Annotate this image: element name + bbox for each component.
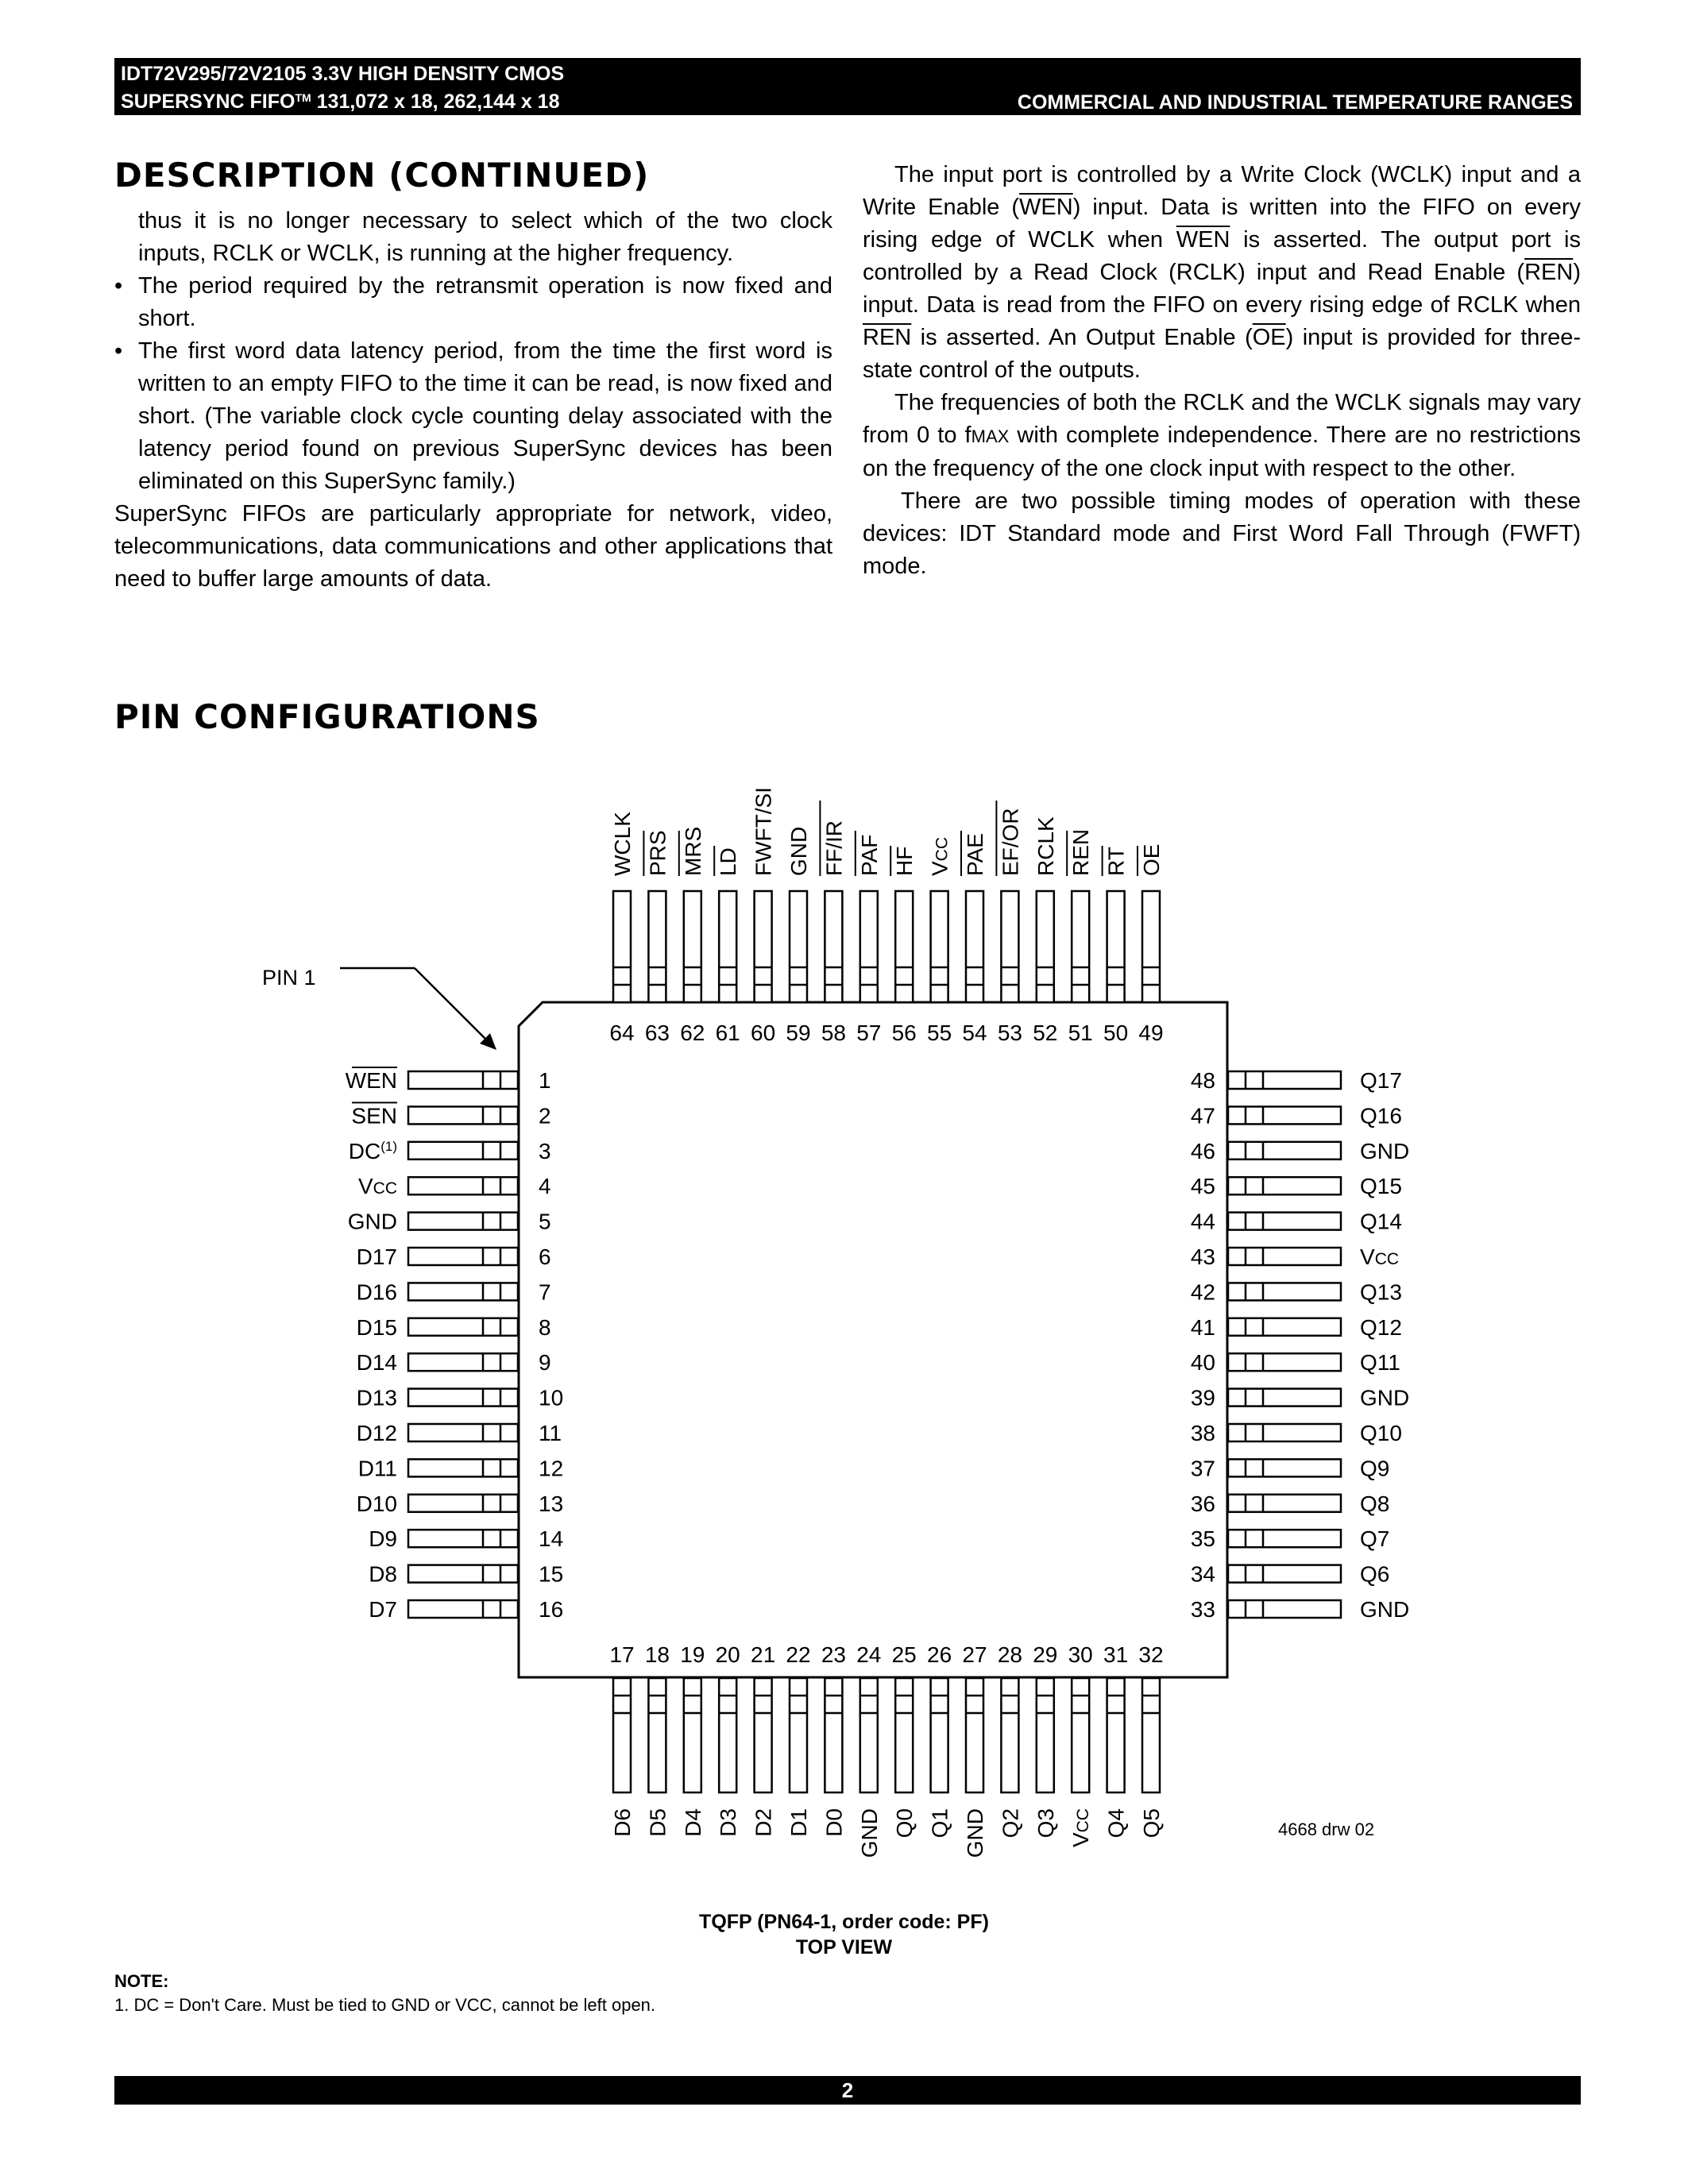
pin-lead-left-11 bbox=[408, 1424, 518, 1441]
pin-number-left-10: 10 bbox=[539, 1385, 564, 1410]
pin-number-left-14: 14 bbox=[539, 1526, 564, 1552]
pin-lead-right-9 bbox=[1228, 1353, 1341, 1371]
pin-number-right-2: 47 bbox=[1190, 1103, 1215, 1129]
signal-ren: $\overline{REN}$ bbox=[1524, 260, 1574, 285]
drawing-id: 4668 drw 02 bbox=[1278, 1819, 1375, 1839]
pin-label-top-4: LD bbox=[716, 847, 741, 876]
pin-number-right-9: 40 bbox=[1190, 1350, 1215, 1376]
pin-lead-right-8 bbox=[1228, 1318, 1341, 1336]
pin-label-bottom-6: D1 bbox=[786, 1808, 811, 1837]
pin-lead-bottom-7 bbox=[825, 1678, 842, 1792]
pin-label-top-14: REN bbox=[1068, 828, 1094, 876]
pin-number-top-11: 54 bbox=[962, 1021, 987, 1045]
pin-label-bottom-11: GND bbox=[963, 1808, 987, 1858]
pin-label-top-3: MRS bbox=[680, 826, 705, 876]
pin-label-left-14: D9 bbox=[369, 1526, 397, 1552]
pin-lead-left-7 bbox=[408, 1283, 518, 1300]
pin-label-left-4: VCC bbox=[357, 1174, 397, 1199]
pin-number-right-8: 41 bbox=[1190, 1314, 1215, 1340]
pin-number-bottom-1: 17 bbox=[609, 1642, 635, 1667]
pin-lead-top-8 bbox=[860, 891, 878, 1002]
pin-label-right-16: GND bbox=[1360, 1597, 1410, 1622]
pin-number-right-7: 42 bbox=[1190, 1279, 1215, 1305]
pin-label-right-13: Q8 bbox=[1360, 1491, 1390, 1516]
pin-number-top-5: 60 bbox=[751, 1021, 776, 1045]
pin-lead-bottom-12 bbox=[1001, 1678, 1018, 1792]
pin-number-bottom-12: 28 bbox=[997, 1642, 1022, 1667]
pin-lead-bottom-6 bbox=[790, 1678, 807, 1792]
pin-label-right-8: Q12 bbox=[1360, 1314, 1402, 1340]
pin-label-top-2: PRS bbox=[645, 830, 670, 876]
pin-label-top-5: FWFT/SI bbox=[751, 787, 776, 876]
pin-lead-top-1 bbox=[613, 891, 631, 1002]
pin-lead-left-8 bbox=[408, 1318, 518, 1336]
pin-lead-top-6 bbox=[790, 891, 807, 1002]
page-number-bar bbox=[114, 2076, 1581, 2105]
pin-label-right-7: Q13 bbox=[1360, 1279, 1402, 1305]
description-para1: thus it is no longer necessary to select which of the two clock inputs, RCLK or WCLK, is running at the higher frequency. bbox=[138, 208, 832, 266]
pin-label-right-10: GND bbox=[1360, 1385, 1410, 1410]
pin-number-left-11: 11 bbox=[539, 1421, 562, 1445]
signal-wen: $\overline{WEN}$ bbox=[1019, 195, 1073, 220]
pin-lead-right-10 bbox=[1228, 1389, 1341, 1406]
pin-label-top-1: WCLK bbox=[610, 812, 635, 876]
pin-label-right-11: Q10 bbox=[1360, 1421, 1402, 1445]
note-title: NOTE: bbox=[114, 1971, 169, 1991]
pin-label-left-8: D15 bbox=[356, 1314, 397, 1340]
pin-number-left-13: 13 bbox=[539, 1491, 564, 1516]
pin-lead-top-16 bbox=[1142, 891, 1160, 1002]
note-text: 1. DC = Don't Care. Must be tied to GND or VCC, cannot be left open. bbox=[114, 1995, 656, 2015]
pin-label-right-3: GND bbox=[1360, 1138, 1410, 1163]
pin-label-bottom-9: Q0 bbox=[892, 1808, 917, 1839]
pin-lead-right-3 bbox=[1228, 1142, 1341, 1160]
pin-lead-top-10 bbox=[931, 891, 948, 1002]
pin-lead-bottom-2 bbox=[648, 1678, 666, 1792]
pin-lead-top-7 bbox=[825, 891, 842, 1002]
pin-number-top-15: 50 bbox=[1103, 1021, 1129, 1045]
pin-label-top-13: RCLK bbox=[1033, 816, 1058, 876]
description-timing-modes-para: There are two possible timing modes of operation with these devices: IDT Standard mode and First Word Fall Through (FWFT) mode. bbox=[863, 488, 1581, 579]
pin-label-left-2: SEN bbox=[351, 1103, 397, 1129]
pin-number-right-6: 43 bbox=[1190, 1244, 1215, 1269]
pin-number-left-4: 4 bbox=[539, 1174, 551, 1199]
pin-label-left-13: D10 bbox=[356, 1491, 397, 1516]
pin-lead-left-3 bbox=[408, 1142, 518, 1160]
pin-label-left-10: D13 bbox=[356, 1385, 397, 1410]
pin-label-bottom-5: D2 bbox=[751, 1808, 776, 1837]
pin-lead-bottom-14 bbox=[1072, 1678, 1089, 1792]
pin-number-left-16: 16 bbox=[539, 1597, 564, 1622]
pin-lead-bottom-5 bbox=[755, 1678, 772, 1792]
header-title-line1: IDT72V295/72V2105 3.3V HIGH DENSITY CMOS bbox=[121, 63, 565, 85]
pin-lead-bottom-1 bbox=[613, 1678, 631, 1792]
pin-lead-right-11 bbox=[1228, 1424, 1341, 1441]
pin-lead-right-5 bbox=[1228, 1213, 1341, 1230]
description-para2: SuperSync FIFOs are particularly appropriate for network, video, telecommunications, data communications and other applications that need to buffer large amounts of data. bbox=[114, 501, 832, 592]
header-product-name: SUPERSYNC FIFO bbox=[121, 91, 295, 113]
pin-number-right-16: 33 bbox=[1190, 1597, 1215, 1622]
pin-lead-left-13 bbox=[408, 1495, 518, 1512]
pin-label-right-2: Q16 bbox=[1360, 1103, 1402, 1129]
pin-label-left-6: D17 bbox=[356, 1244, 397, 1269]
pin-lead-top-4 bbox=[719, 891, 736, 1002]
pin-number-bottom-10: 26 bbox=[927, 1642, 952, 1667]
pin-lead-right-15 bbox=[1228, 1565, 1341, 1583]
page-number: 2 bbox=[841, 2078, 854, 2102]
pin-lead-left-9 bbox=[408, 1353, 518, 1371]
pin-number-left-3: 3 bbox=[539, 1138, 551, 1163]
pin-lead-right-13 bbox=[1228, 1495, 1341, 1512]
pin-label-top-11: PAE bbox=[963, 833, 987, 876]
pin-label-top-10: VCC bbox=[927, 836, 952, 876]
pin-label-bottom-14: VCC bbox=[1068, 1808, 1094, 1848]
pin1-label: PIN 1 bbox=[262, 966, 316, 990]
pin-number-bottom-7: 23 bbox=[821, 1642, 846, 1667]
bullet2-text: The first word data latency period, from the time the first word is written to an empty FIFO to the time it can be read, is now fixed and short. (The variable clock cycle counting delay associated with the latency period found on previous SuperSync devices has been eliminated on this SuperSync family.) bbox=[138, 338, 832, 494]
signal-wen: $\overline{WEN}$ bbox=[1176, 227, 1230, 253]
pin-lead-top-12 bbox=[1001, 891, 1018, 1002]
pin-number-bottom-5: 21 bbox=[751, 1642, 776, 1667]
description-title: DESCRIPTION (CONTINUED) bbox=[114, 156, 650, 195]
pin-lead-top-15 bbox=[1107, 891, 1125, 1002]
pin-lead-bottom-10 bbox=[931, 1678, 948, 1792]
pin-number-right-11: 38 bbox=[1190, 1421, 1215, 1445]
view-caption: TOP VIEW bbox=[795, 1936, 893, 1958]
pin-label-left-3: DC$^{(1)}$ bbox=[348, 1138, 397, 1163]
pin-label-left-5: GND bbox=[347, 1209, 397, 1234]
pin-number-top-1: 64 bbox=[609, 1021, 635, 1045]
bullet-marker: • bbox=[114, 338, 123, 364]
pin-number-bottom-2: 18 bbox=[644, 1642, 670, 1667]
bullet-marker: • bbox=[114, 273, 123, 299]
pin-number-bottom-16: 32 bbox=[1138, 1642, 1164, 1667]
pin-lead-top-3 bbox=[684, 891, 701, 1002]
signal-ren: $\overline{REN}$ bbox=[863, 325, 912, 350]
pin-lead-right-4 bbox=[1228, 1177, 1341, 1194]
pin-lead-right-7 bbox=[1228, 1283, 1341, 1300]
pin-lead-top-11 bbox=[966, 891, 983, 1002]
pin-label-right-6: VCC bbox=[1360, 1244, 1400, 1269]
trademark: TM bbox=[295, 91, 311, 104]
pin-number-left-5: 5 bbox=[539, 1209, 551, 1234]
pin-lead-bottom-9 bbox=[895, 1678, 913, 1792]
pin-lead-bottom-11 bbox=[966, 1678, 983, 1792]
pin-number-left-12: 12 bbox=[539, 1456, 564, 1481]
pin-number-right-12: 37 bbox=[1190, 1456, 1215, 1481]
pin1-arrow-line bbox=[415, 968, 488, 1041]
pin-number-bottom-14: 30 bbox=[1068, 1642, 1093, 1667]
pin-lead-bottom-13 bbox=[1037, 1678, 1054, 1792]
pin-number-top-7: 58 bbox=[821, 1021, 846, 1045]
pin-label-top-7: FF/IR bbox=[821, 820, 847, 876]
pin-label-bottom-16: Q5 bbox=[1139, 1808, 1164, 1839]
pin-number-left-8: 8 bbox=[539, 1314, 551, 1340]
pin-lead-bottom-16 bbox=[1142, 1678, 1160, 1792]
pin-lead-left-16 bbox=[408, 1600, 518, 1618]
pin-number-top-8: 57 bbox=[856, 1021, 882, 1045]
pin-number-top-6: 59 bbox=[786, 1021, 811, 1045]
pin-number-left-2: 2 bbox=[539, 1103, 551, 1129]
fmax-subscript: MAX bbox=[971, 426, 1010, 446]
pin-number-bottom-11: 27 bbox=[962, 1642, 987, 1667]
pin-label-bottom-10: Q1 bbox=[927, 1808, 952, 1839]
pin-number-bottom-9: 25 bbox=[891, 1642, 917, 1667]
pin-label-left-12: D11 bbox=[357, 1456, 397, 1481]
pin-label-bottom-12: Q2 bbox=[998, 1808, 1023, 1839]
pin-lead-top-2 bbox=[648, 891, 666, 1002]
pin-label-bottom-8: GND bbox=[856, 1808, 882, 1858]
pin-label-bottom-13: Q3 bbox=[1033, 1808, 1058, 1839]
pin-lead-bottom-3 bbox=[684, 1678, 701, 1792]
pin-number-right-14: 35 bbox=[1190, 1526, 1215, 1552]
pin-lead-right-1 bbox=[1228, 1071, 1341, 1089]
pin-number-top-12: 53 bbox=[997, 1021, 1022, 1045]
header-capacity: 131,072 x 18, 262,144 x 18 bbox=[311, 91, 560, 113]
pin-number-top-2: 63 bbox=[644, 1021, 670, 1045]
pin-number-left-6: 6 bbox=[539, 1244, 551, 1269]
pin-number-bottom-8: 24 bbox=[856, 1642, 882, 1667]
package-caption: TQFP (PN64-1, order code: PF) bbox=[699, 1911, 989, 1933]
pin-number-bottom-6: 22 bbox=[786, 1642, 811, 1667]
pin-number-right-10: 39 bbox=[1190, 1385, 1215, 1410]
pin-label-top-16: OE bbox=[1139, 843, 1164, 876]
pin-label-left-16: D7 bbox=[369, 1597, 397, 1622]
pin-label-bottom-7: D0 bbox=[821, 1808, 847, 1837]
pin-label-left-11: D12 bbox=[356, 1421, 397, 1445]
pin-label-right-12: Q9 bbox=[1360, 1456, 1390, 1481]
pin-label-right-4: Q15 bbox=[1360, 1174, 1402, 1199]
pin-number-right-3: 46 bbox=[1190, 1138, 1215, 1163]
pin-label-bottom-3: D4 bbox=[680, 1808, 705, 1837]
pin-lead-left-15 bbox=[408, 1565, 518, 1583]
pin-label-top-15: RT bbox=[1103, 847, 1129, 876]
pin-lead-top-14 bbox=[1072, 891, 1089, 1002]
pin-label-right-5: Q14 bbox=[1360, 1209, 1402, 1234]
pin-number-top-10: 55 bbox=[927, 1021, 952, 1045]
pin-lead-left-6 bbox=[408, 1248, 518, 1265]
pin-number-right-4: 45 bbox=[1190, 1174, 1215, 1199]
pin-label-bottom-1: D6 bbox=[610, 1808, 635, 1837]
pin-lead-left-10 bbox=[408, 1389, 518, 1406]
pin-label-top-8: PAF bbox=[856, 834, 882, 876]
pin-label-bottom-2: D5 bbox=[645, 1808, 670, 1837]
pin-label-right-1: Q17 bbox=[1360, 1068, 1402, 1093]
pin-number-left-15: 15 bbox=[539, 1561, 564, 1587]
pin-number-bottom-15: 31 bbox=[1103, 1642, 1129, 1667]
bullet1-text: The period required by the retransmit operation is now fixed and short. bbox=[138, 273, 832, 331]
pin-number-bottom-4: 20 bbox=[715, 1642, 740, 1667]
pin-number-right-13: 36 bbox=[1190, 1491, 1215, 1516]
pin-config-title: PIN CONFIGURATIONS bbox=[114, 697, 540, 736]
pin-lead-right-16 bbox=[1228, 1600, 1341, 1618]
pin-lead-bottom-8 bbox=[860, 1678, 878, 1792]
description-input-port-para: The input port is controlled by a Write Clock (WCLK) input and a Write Enable $(\overline{WEN})$ input. Data is written into the FIFO on every rising edge of WCLK when $\overline{WEN}$ is asserted. The output port is controlled by a Read Clock (RCLK) input and Read Enable $(\overline{REN})$ input. Data is read from the FIFO on every rising edge of RCLK when $\overline{REN}$ is asserted. An Output Enable $(\overline{OE})$ input is provided for three-state control of the outputs. bbox=[863, 162, 1581, 383]
pin-lead-top-13 bbox=[1037, 891, 1054, 1002]
pin-number-top-9: 56 bbox=[891, 1021, 917, 1045]
pin-number-left-1: 1 bbox=[539, 1068, 551, 1093]
pin-lead-left-5 bbox=[408, 1213, 518, 1230]
pin-label-right-14: Q7 bbox=[1360, 1526, 1390, 1552]
pin-label-bottom-4: D3 bbox=[716, 1808, 741, 1837]
pin-number-right-1: 48 bbox=[1190, 1068, 1215, 1093]
pin-label-right-15: Q6 bbox=[1360, 1561, 1390, 1587]
pin-label-left-7: D16 bbox=[356, 1279, 397, 1305]
pin-lead-left-12 bbox=[408, 1459, 518, 1476]
pin-lead-left-1 bbox=[408, 1071, 518, 1089]
pin-number-top-4: 61 bbox=[715, 1021, 740, 1045]
chip-body bbox=[519, 1002, 1227, 1677]
pin-number-left-9: 9 bbox=[539, 1350, 551, 1376]
pin-number-top-14: 51 bbox=[1068, 1021, 1093, 1045]
pin-label-right-9: Q11 bbox=[1360, 1350, 1400, 1376]
pin-lead-bottom-4 bbox=[719, 1678, 736, 1792]
pin-lead-right-14 bbox=[1228, 1530, 1341, 1547]
pin-label-top-9: HF bbox=[892, 846, 917, 876]
pin-number-top-13: 52 bbox=[1033, 1021, 1058, 1045]
pin-lead-top-9 bbox=[895, 891, 913, 1002]
pin-number-top-16: 49 bbox=[1138, 1021, 1164, 1045]
pin-number-left-7: 7 bbox=[539, 1279, 551, 1305]
pin-lead-left-2 bbox=[408, 1106, 518, 1124]
pin-lead-right-2 bbox=[1228, 1106, 1341, 1124]
pin-lead-bottom-15 bbox=[1107, 1678, 1125, 1792]
pin-number-bottom-13: 29 bbox=[1033, 1642, 1058, 1667]
pin-number-right-5: 44 bbox=[1190, 1209, 1215, 1234]
header-temp-range: COMMERCIAL AND INDUSTRIAL TEMPERATURE RANGES bbox=[1017, 91, 1573, 114]
pin-label-top-12: EF/OR bbox=[998, 808, 1023, 876]
signal-oe: $\overline{OE}$ bbox=[1252, 325, 1286, 350]
pin-number-bottom-3: 19 bbox=[680, 1642, 705, 1667]
pin-label-bottom-15: Q4 bbox=[1103, 1808, 1129, 1839]
pin-lead-right-6 bbox=[1228, 1248, 1341, 1265]
pin-label-left-9: D14 bbox=[356, 1350, 397, 1376]
pin-label-top-6: GND bbox=[786, 826, 811, 876]
pin-lead-right-12 bbox=[1228, 1459, 1341, 1476]
pin-number-top-3: 62 bbox=[680, 1021, 705, 1045]
pin-label-left-15: D8 bbox=[369, 1561, 397, 1587]
pin-number-right-15: 34 bbox=[1190, 1561, 1215, 1587]
pin-lead-left-14 bbox=[408, 1530, 518, 1547]
pin-lead-left-4 bbox=[408, 1177, 518, 1194]
pin-lead-top-5 bbox=[755, 891, 772, 1002]
pin-label-left-1: WEN bbox=[345, 1068, 397, 1093]
description-frequency-para: The frequencies of both the RCLK and the WCLK signals may vary from 0 to fMAX with complete independence. There are no restrictions on the frequency of the one clock input with respect to the other. bbox=[863, 390, 1582, 481]
